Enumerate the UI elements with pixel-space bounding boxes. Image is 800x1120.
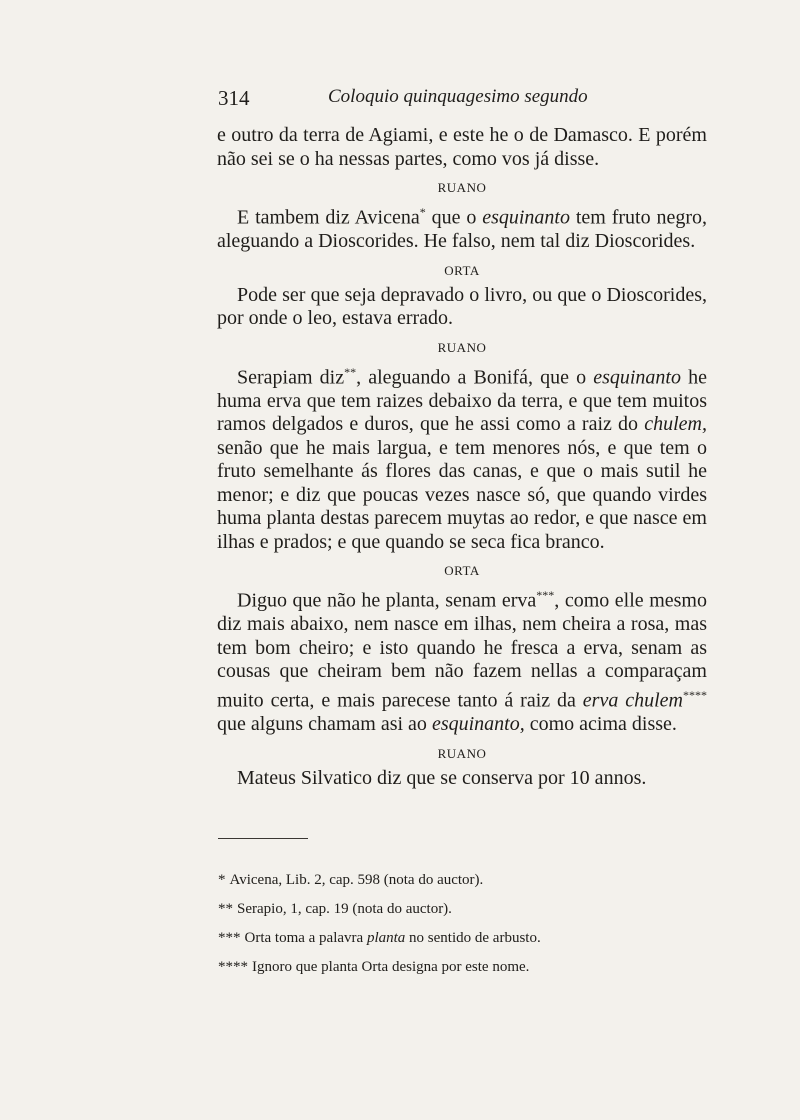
speaker-label: RUANO	[437, 745, 487, 761]
speaker-label: ORTA	[444, 563, 480, 579]
footnote-4: **** Ignoro que planta Orta designa por este nome.	[218, 959, 530, 975]
paragraph-4: Serapiam diz**, aleguando a Bonifá, que o esquinanto he huma erva que tem raizes debaixo da terra, e que tem muitos ramos delgados e duros, que he assi como a raiz do chulem, senão que he mais largua, e tem menores nós, e que tem o fruto semelhante ás flores das canas, e que o mais sutil he menor; e diz que poucas vezes nasce só, que quando virdes huma planta destas parecem muytas ao redor, e que nasce em ilhas e prados; e que quando se seca fica branco.	[217, 364, 707, 553]
page-number: 314	[218, 86, 250, 110]
footnote-ref: ***	[536, 588, 555, 603]
footnote-3: *** Orta toma a palavra planta no sentido de arbusto.	[218, 930, 541, 946]
main-text	[217, 124, 707, 790]
footnote-rule	[218, 838, 308, 839]
paragraph-6: Mateus Silvatico diz que se conserva por 10 annos.	[237, 766, 647, 789]
footnote-2: ** Serapio, 1, cap. 19 (nota do auctor).	[218, 901, 452, 917]
paragraph-3: Pode ser que seja depravado o livro, ou que o Dioscorides, por onde o leo, estava errado.	[217, 283, 707, 330]
paragraph-5: Diguo que não he planta, senam erva***, como elle mesmo diz mais abaixo, nem nasce em ilhas, nem cheira a rosa, mas tem bom cheiro; e isto quando he fresca a erva, senam as cousas que cheiram bem não fazem nellas a comparaçam muito certa, e mais parecese tanto á raiz da erva chulem**** que alguns chamam asi ao esquinanto, como acima disse.	[217, 588, 707, 736]
footnote-ref: ****	[683, 687, 707, 702]
paragraph-2: E tambem diz Avicena* que o esquinanto tem fruto negro, aleguando a Dioscorides. He falso, nem tal diz Dioscorides.	[217, 205, 707, 253]
page-header	[218, 86, 708, 116]
footnote-ref: **	[344, 364, 357, 379]
footnotes	[218, 866, 698, 982]
speaker-label: RUANO	[437, 180, 487, 195]
footnote-ref: *	[419, 205, 426, 219]
footnote-1: * Avicena, Lib. 2, cap. 598 (nota do auctor).	[218, 872, 484, 888]
speaker-label: RUANO	[437, 339, 487, 355]
paragraph-1: e outro da terra de Agiami, e este he o de Damasco. E porém não sei se o ha nessas partes, como vos já disse.	[217, 124, 707, 170]
speaker-label: ORTA	[444, 262, 480, 278]
running-title: Coloquio quinquagesimo segundo	[328, 86, 588, 107]
